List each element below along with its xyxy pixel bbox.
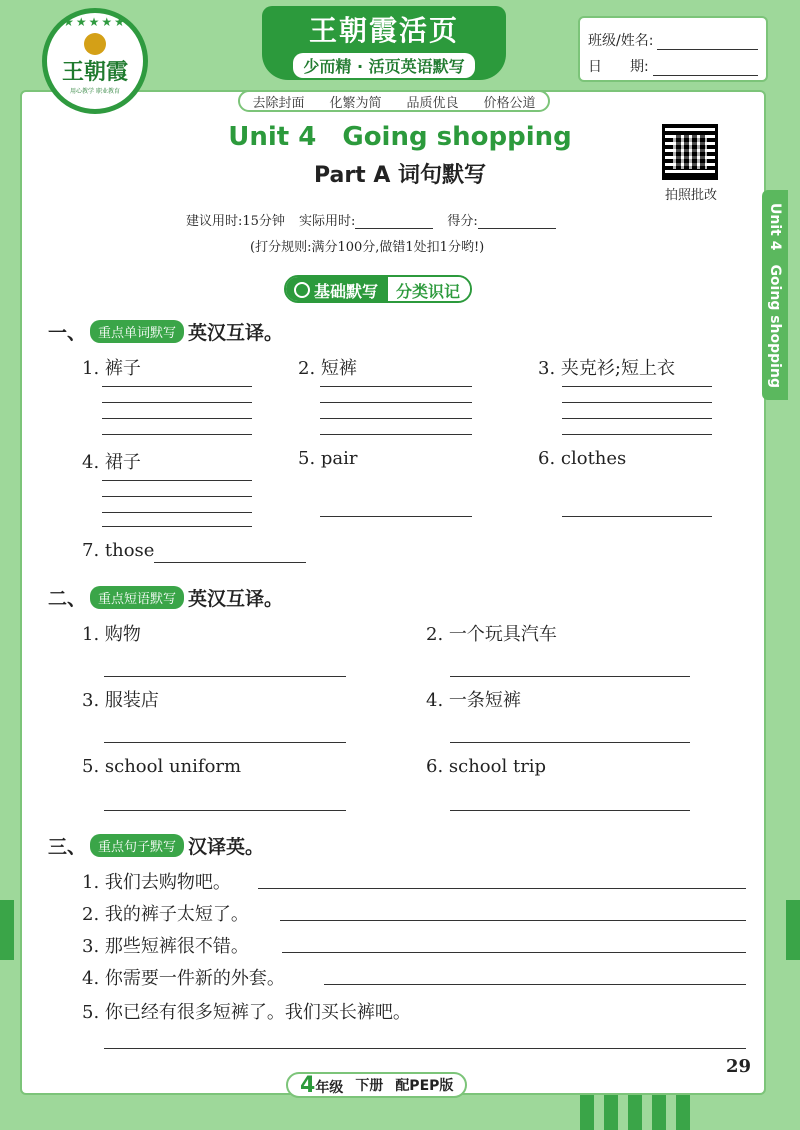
grade-footer bbox=[286, 1072, 467, 1098]
grade-label: 年级 bbox=[315, 1079, 344, 1096]
grade-number: 4 bbox=[300, 1072, 316, 1098]
answer-line[interactable] bbox=[320, 434, 472, 435]
timing-row bbox=[186, 210, 556, 229]
star-icons: ★★★★★ bbox=[63, 15, 127, 29]
part-title: Part A 词句默写 bbox=[313, 163, 487, 188]
part1-item-1: 1. 裤子 bbox=[82, 358, 141, 379]
qr-code-icon[interactable] bbox=[662, 124, 718, 180]
part3-item-4: 4. 你需要一件新的外套。 bbox=[82, 968, 285, 989]
answer-line[interactable] bbox=[450, 676, 690, 677]
answer-line[interactable] bbox=[450, 810, 690, 811]
banner-brand: 王朝霞活页 bbox=[308, 13, 459, 47]
logo-name: 王朝霞 bbox=[61, 60, 128, 85]
student-info-box bbox=[578, 16, 768, 82]
answer-line[interactable] bbox=[102, 512, 252, 513]
part1-heading bbox=[48, 318, 283, 345]
scoring-rule: (打分规则:满分100分,做错1处扣1分哟!) bbox=[250, 240, 485, 255]
answer-line[interactable] bbox=[104, 676, 346, 677]
actual-time-field[interactable] bbox=[355, 217, 433, 229]
qr-label: 拍照批改 bbox=[664, 188, 717, 203]
emblem-icon bbox=[84, 33, 106, 55]
logo-sub: 用心教学 职业教育 bbox=[70, 88, 120, 95]
class-name-field[interactable] bbox=[657, 36, 758, 50]
part2-heading bbox=[48, 584, 283, 611]
edition-label: 配PEP版 bbox=[395, 1078, 454, 1094]
part3-item-2: 2. 我的裤子太短了。 bbox=[82, 904, 249, 925]
answer-line[interactable] bbox=[320, 402, 472, 403]
unit-side-tab: Unit 4 Going shopping bbox=[762, 190, 788, 400]
part1-item-4: 4. 裙子 bbox=[82, 452, 141, 473]
answer-line[interactable] bbox=[104, 1048, 746, 1049]
answer-line[interactable] bbox=[562, 386, 712, 387]
decor-left-bar bbox=[0, 900, 14, 960]
banner-tagline: 少而精 · 活页英语默写 bbox=[293, 53, 474, 78]
part1-number: 一、 bbox=[48, 322, 87, 344]
part1-item-3: 3. 夹克衫;短上衣 bbox=[538, 358, 675, 379]
score-field[interactable] bbox=[478, 217, 556, 229]
part3-item-3: 3. 那些短裤很不错。 bbox=[82, 936, 249, 957]
answer-line[interactable] bbox=[102, 480, 252, 481]
actual-time-label: 实际用时: bbox=[298, 214, 356, 229]
term-label: 下册 bbox=[355, 1078, 384, 1094]
answer-line[interactable] bbox=[280, 920, 746, 921]
part2-instruction: 英汉互译。 bbox=[188, 588, 284, 610]
part2-item-3: 3. 服装店 bbox=[82, 690, 159, 711]
answer-line[interactable] bbox=[450, 742, 690, 743]
answer-line[interactable] bbox=[282, 952, 746, 953]
answer-line[interactable] bbox=[104, 742, 346, 743]
suggested-time: 建议用时:15分钟 bbox=[186, 214, 285, 229]
answer-line[interactable] bbox=[102, 496, 252, 497]
part2-item-6: 6. school trip bbox=[426, 756, 547, 777]
part2-tag: 重点短语默写 bbox=[90, 586, 184, 609]
score-label: 得分: bbox=[447, 214, 478, 229]
date-field[interactable] bbox=[653, 62, 758, 76]
answer-line[interactable] bbox=[154, 562, 306, 563]
section-pill bbox=[284, 275, 472, 303]
part1-instruction: 英汉互译。 bbox=[188, 322, 284, 344]
part3-item-5: 5. 你已经有很多短裤了。我们买长裤吧。 bbox=[82, 1002, 411, 1023]
part3-number: 三、 bbox=[48, 836, 87, 858]
part2-number: 二、 bbox=[48, 588, 87, 610]
answer-line[interactable] bbox=[320, 516, 472, 517]
slogan-1: 去除封面 bbox=[252, 95, 305, 111]
slogan-2: 化繁为简 bbox=[329, 95, 382, 111]
part3-tag: 重点句子默写 bbox=[90, 834, 184, 857]
header-banner bbox=[262, 6, 506, 80]
part2-item-1: 1. 购物 bbox=[82, 624, 141, 645]
answer-line[interactable] bbox=[320, 386, 472, 387]
part3-instruction: 汉译英。 bbox=[188, 836, 265, 858]
page-number: 29 bbox=[726, 1056, 752, 1077]
date-label: 日 期: bbox=[588, 59, 649, 75]
brand-logo bbox=[42, 8, 148, 114]
part1-item-2: 2. 短裤 bbox=[298, 358, 357, 379]
part1-item-5: 5. pair bbox=[298, 448, 358, 469]
section-pill-sub: 分类识记 bbox=[388, 277, 470, 301]
decor-stripes bbox=[580, 1090, 690, 1130]
part2-item-4: 4. 一条短裤 bbox=[426, 690, 521, 711]
part2-item-2: 2. 一个玩具汽车 bbox=[426, 624, 557, 645]
answer-line[interactable] bbox=[102, 386, 252, 387]
answer-line[interactable] bbox=[258, 888, 746, 889]
part1-item-7: 7. those bbox=[82, 540, 155, 561]
part3-item-1: 1. 我们去购物吧。 bbox=[82, 872, 231, 893]
slogan-bar bbox=[238, 90, 550, 112]
answer-line[interactable] bbox=[324, 984, 746, 985]
answer-line[interactable] bbox=[102, 402, 252, 403]
unit-title: Unit 4 Going shopping bbox=[228, 122, 572, 152]
answer-line[interactable] bbox=[102, 526, 252, 527]
part1-tag: 重点单词默写 bbox=[90, 320, 184, 343]
answer-line[interactable] bbox=[562, 402, 712, 403]
section-pill-main-text: 基础默写 bbox=[314, 281, 379, 301]
answer-line[interactable] bbox=[562, 418, 712, 419]
slogan-4: 价格公道 bbox=[483, 95, 536, 111]
answer-line[interactable] bbox=[104, 810, 346, 811]
medal-icon bbox=[294, 282, 310, 298]
answer-line[interactable] bbox=[102, 434, 252, 435]
decor-right-bar bbox=[786, 900, 800, 960]
part1-item-6: 6. clothes bbox=[538, 448, 627, 469]
slogan-3: 品质优良 bbox=[406, 95, 459, 111]
answer-line[interactable] bbox=[562, 516, 712, 517]
part3-heading bbox=[48, 832, 264, 859]
answer-line[interactable] bbox=[562, 434, 712, 435]
answer-line[interactable] bbox=[102, 418, 252, 419]
section-pill-main bbox=[286, 277, 388, 301]
class-name-label: 班级/姓名: bbox=[588, 33, 654, 49]
part2-item-5: 5. school uniform bbox=[82, 756, 242, 777]
answer-line[interactable] bbox=[320, 418, 472, 419]
